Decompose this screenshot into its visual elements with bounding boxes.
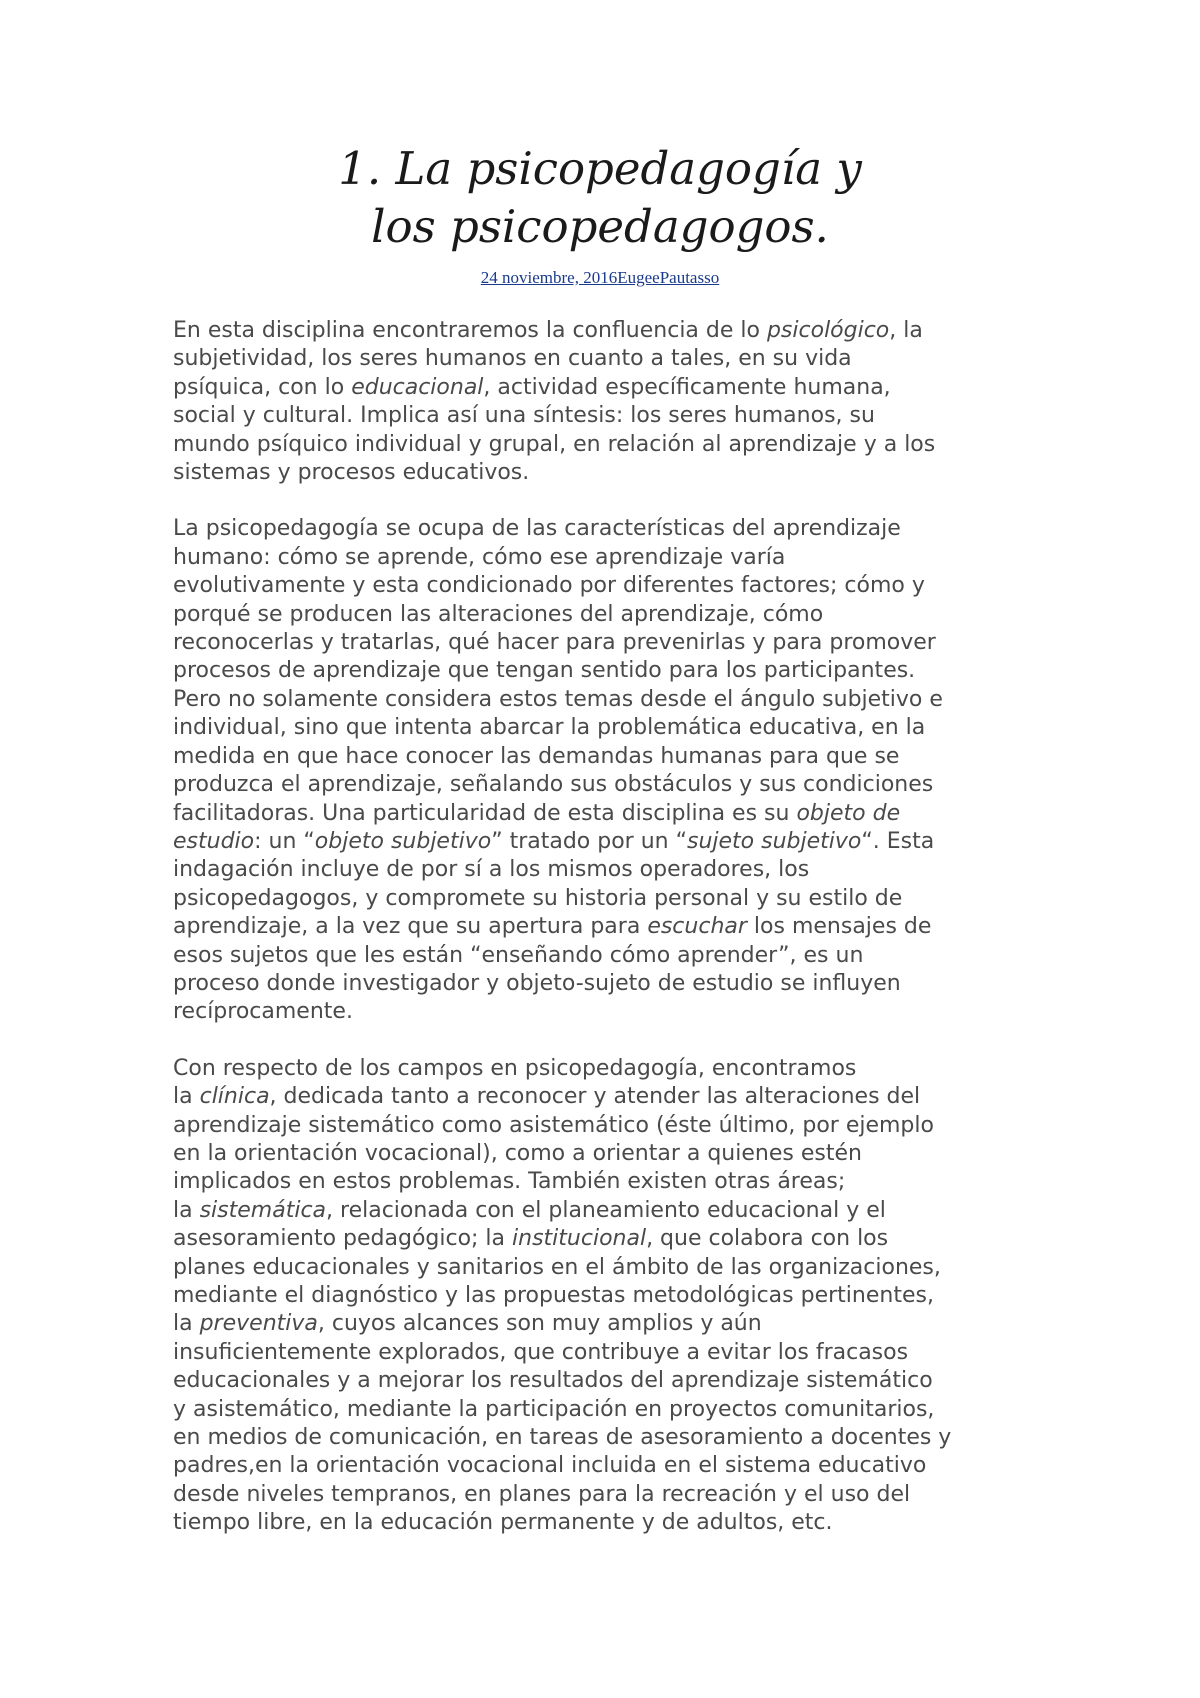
text-line: [173, 1424, 1033, 1452]
text-line: [173, 544, 1033, 572]
text-segment: facilitadoras. Una particularidad de esta disciplina es su: [173, 800, 797, 826]
text-segment: Con respecto de los campos en psicopedagogía, encontramos: [173, 1055, 857, 1081]
text-segment: individual, sino que intenta abarcar la problemática educativa, en la: [173, 715, 926, 741]
text-segment: padres,en la orientación vocacional incluida en el sistema educativo: [173, 1453, 927, 1479]
body-paragraph: [173, 1055, 1033, 1538]
text-line: [173, 714, 1033, 742]
text-segment: porqué se producen las alteraciones del aprendizaje, cómo: [173, 601, 824, 627]
text-line: [173, 913, 1033, 941]
article-body: [173, 317, 1033, 1566]
text-segment: planes educacionales y sanitarios en el ámbito de las organizaciones,: [173, 1254, 941, 1280]
text-line: [173, 1055, 1033, 1083]
text-segment: aprendizaje, a la vez que su apertura para: [173, 914, 648, 940]
article-title: [0, 140, 1200, 256]
text-segment: asesoramiento pedagógico; la: [173, 1226, 513, 1252]
title-line: 1. La psicopedagogía y: [338, 142, 862, 195]
emphasized-text: clínica: [199, 1084, 270, 1110]
text-segment: ” tratado por un “: [491, 828, 687, 854]
text-segment: recíprocamente.: [173, 999, 353, 1025]
text-segment: insuficientemente explorados, que contribuye a evitar los fracasos: [173, 1339, 909, 1365]
text-segment: y asistemático, mediante la participación en proyectos comunitarios,: [173, 1396, 935, 1422]
text-segment: Pero no solamente considera estos temas desde el ángulo subjetivo e: [173, 686, 943, 712]
text-segment: la: [173, 1311, 200, 1337]
text-line: [173, 601, 1033, 629]
text-segment: En esta disciplina encontraremos la confluencia de lo: [173, 318, 767, 343]
text-segment: La psicopedagogía se ocupa de las características del aprendizaje: [173, 516, 901, 542]
text-line: [173, 629, 1033, 657]
text-segment: implicados en estos problemas. También existen otras áreas;: [173, 1169, 846, 1195]
text-line: [173, 828, 1033, 856]
text-line: [173, 431, 1033, 459]
emphasized-text: sujeto subjetivo: [687, 828, 862, 854]
emphasized-text: educacional: [351, 374, 484, 400]
text-segment: , relacionada con el planeamiento educacional y el: [326, 1197, 886, 1223]
text-line: [173, 998, 1033, 1026]
text-line: [173, 1254, 1033, 1282]
emphasized-text: estudio: [173, 828, 255, 854]
text-line: [173, 800, 1033, 828]
text-line: [173, 1083, 1033, 1111]
text-segment: en la orientación vocacional), como a orientar a quienes estén: [173, 1140, 862, 1166]
text-segment: los mensajes de: [746, 914, 932, 940]
text-line: [173, 856, 1033, 884]
emphasized-text: objeto subjetivo: [314, 828, 492, 854]
text-line: [173, 970, 1033, 998]
body-paragraph: [173, 515, 1033, 1026]
text-segment: , que colabora con los: [646, 1226, 889, 1252]
text-line: [173, 1282, 1033, 1310]
text-line: [173, 1197, 1033, 1225]
text-line: [173, 1396, 1033, 1424]
text-segment: reconocerlas y tratarlas, qué hacer para prevenirlas y para promover: [173, 630, 936, 656]
text-segment: psíquica, con lo: [173, 374, 352, 400]
text-line: [173, 1310, 1033, 1338]
text-line: [173, 1481, 1033, 1509]
text-segment: humano: cómo se aprende, cómo ese aprendizaje varía: [173, 544, 786, 570]
text-line: [173, 317, 1033, 345]
text-segment: , la: [889, 318, 923, 343]
emphasized-text: preventiva: [199, 1311, 318, 1337]
text-line: [173, 572, 1033, 600]
emphasized-text: sistemática: [199, 1197, 327, 1223]
text-line: [173, 1452, 1033, 1480]
text-segment: proceso donde investigador y objeto-sujeto de estudio se influyen: [173, 970, 901, 996]
text-segment: mediante el diagnóstico y las propuestas metodológicas pertinentes,: [173, 1283, 934, 1308]
text-segment: la: [173, 1084, 200, 1110]
text-line: [173, 1509, 1033, 1537]
text-segment: esos sujetos que les están “enseñando cómo aprender”, es un: [173, 942, 864, 968]
emphasized-text: psicológico: [766, 318, 890, 343]
text-segment: tiempo libre, en la educación permanente y de adultos, etc.: [173, 1510, 833, 1536]
text-segment: , cuyos alcances son muy amplios y aún: [317, 1311, 762, 1337]
text-line: [173, 1367, 1033, 1395]
text-line: [173, 771, 1033, 799]
text-segment: procesos de aprendizaje que tengan sentido para los participantes.: [173, 658, 916, 684]
text-line: [173, 657, 1033, 685]
text-segment: desde niveles tempranos, en planes para la recreación y el uso del: [173, 1481, 911, 1507]
text-line: [173, 743, 1033, 771]
text-segment: mundo psíquico individual y grupal, en relación al aprendizaje y a los: [173, 431, 936, 457]
text-segment: en medios de comunicación, en tareas de asesoramiento a docentes y: [173, 1425, 952, 1451]
text-segment: produzca el aprendizaje, señalando sus obstáculos y sus condiciones: [173, 772, 934, 798]
text-segment: psicopedagogos, y compromete su historia personal y su estilo de: [173, 885, 903, 911]
text-line: [173, 1225, 1033, 1253]
text-line: [173, 374, 1033, 402]
body-paragraph: [173, 317, 1033, 487]
text-line: [173, 459, 1033, 487]
text-line: [173, 515, 1033, 543]
text-segment: sistemas y procesos educativos.: [173, 460, 530, 486]
text-line: [173, 686, 1033, 714]
text-segment: subjetividad, los seres humanos en cuanto a tales, en su vida: [173, 346, 852, 372]
emphasized-text: institucional: [512, 1226, 647, 1252]
text-segment: social y cultural. Implica así una síntesis: los seres humanos, su: [173, 403, 875, 429]
text-line: [173, 1112, 1033, 1140]
text-segment: educacionales y a mejorar los resultados del aprendizaje sistemático: [173, 1368, 933, 1394]
text-segment: : un “: [254, 828, 315, 854]
text-line: [173, 1168, 1033, 1196]
text-segment: indagación incluye de por sí a los mismos operadores, los: [173, 857, 810, 883]
text-segment: , actividad específicamente humana,: [483, 374, 891, 400]
text-line: [173, 942, 1033, 970]
text-segment: “. Esta: [861, 828, 935, 854]
text-line: [173, 885, 1033, 913]
text-segment: , dedicada tanto a reconocer y atender las alteraciones del: [269, 1084, 921, 1110]
text-line: [173, 402, 1033, 430]
title-line: los psicopedagogos.: [371, 200, 829, 253]
text-segment: evolutivamente y esta condicionado por diferentes factores; cómo y: [173, 573, 925, 599]
text-segment: medida en que hace conocer las demandas humanas para que se: [173, 743, 900, 769]
text-segment: la: [173, 1197, 200, 1223]
text-line: [173, 1339, 1033, 1367]
article-meta: [0, 268, 1200, 288]
date-link[interactable]: 24 noviembre, 2016: [480, 268, 618, 287]
emphasized-text: escuchar: [647, 914, 747, 940]
emphasized-text: objeto de: [796, 800, 901, 826]
author-link[interactable]: EugeePautasso: [617, 268, 720, 287]
text-segment: aprendizaje sistemático como asistemático (éste último, por ejemplo: [173, 1112, 934, 1138]
text-line: [173, 345, 1033, 373]
text-line: [173, 1140, 1033, 1168]
